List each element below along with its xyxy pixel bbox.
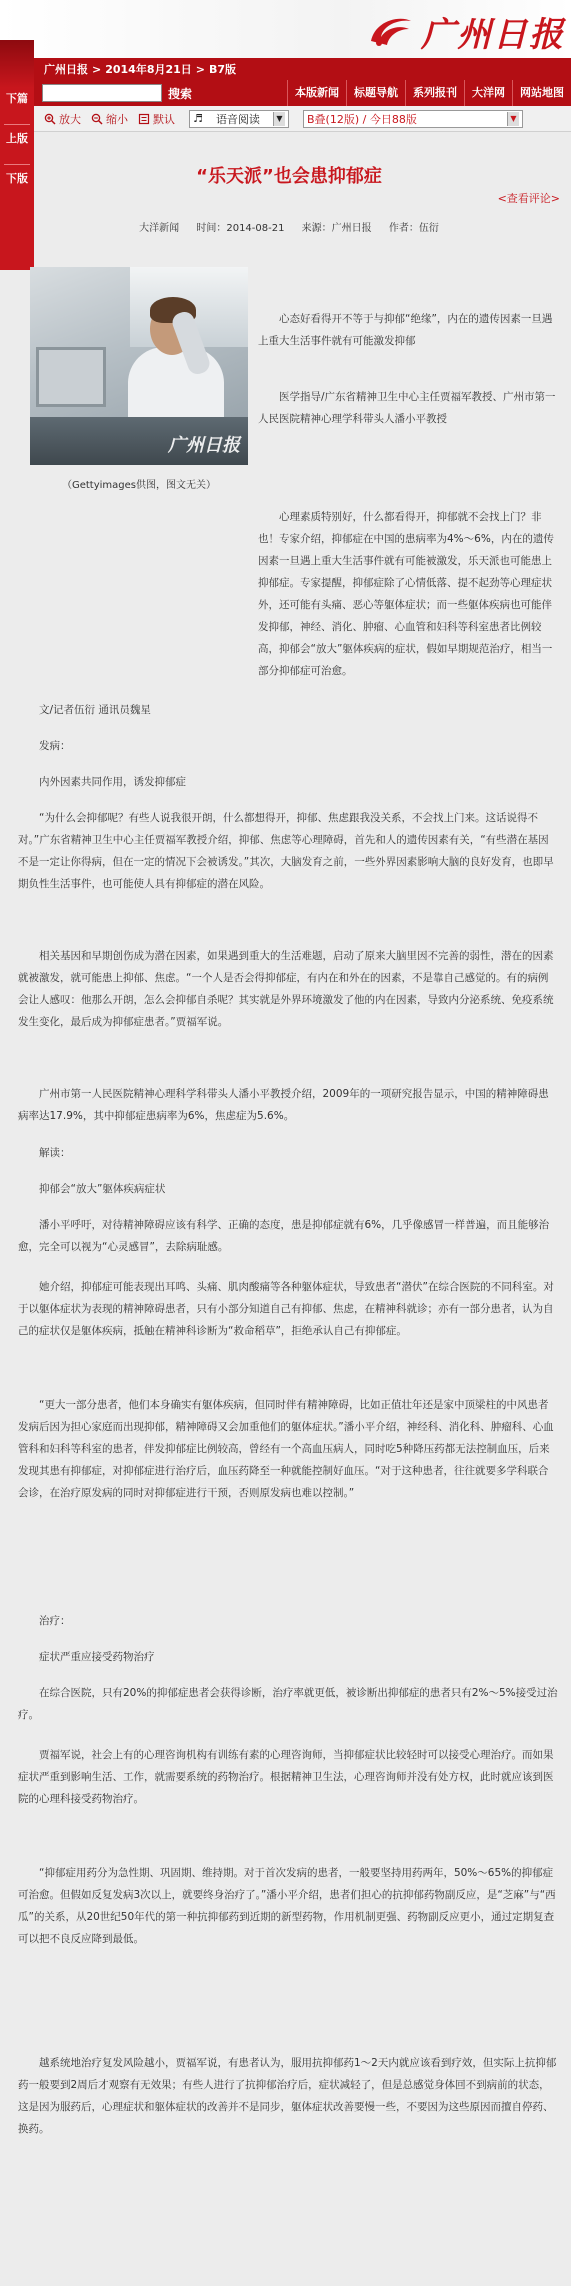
meta-origin: 来源：广州日报 xyxy=(301,223,372,234)
zoom-out-icon xyxy=(91,113,103,125)
article-paragraph-3 xyxy=(18,506,558,682)
view-comments-link[interactable]: <查看评论> xyxy=(497,192,560,205)
article-paragraph-7: 潘小平呼吁，对待精神障碍应该有科学、正确的态度，患是抑郁症就有6%，几乎像感冒一样普遍，而且能够治愈，完全可以视为“心灵感冒”，去除病耻感。 xyxy=(18,1219,550,1253)
photo-monitor xyxy=(36,347,106,407)
zoom-in-label: 放大 xyxy=(59,112,81,126)
article-paragraph-10: 在综合医院，只有20%的抑郁症患者会获得诊断，治疗率就更低，被诊断出抑郁症的患者只有2%～5%接受过治疗。 xyxy=(18,1687,558,1721)
default-size-icon xyxy=(138,113,150,125)
article-headline: “乐天派”也会患抑郁症 xyxy=(196,166,382,187)
chevron-down-icon: ▼ xyxy=(273,112,285,126)
reading-toolbar xyxy=(34,106,571,132)
page-select-value: B叠(12版) / 今日88版 xyxy=(307,112,417,126)
prev-article-link[interactable] xyxy=(0,92,34,105)
crumb-paper[interactable]: 广州日报 xyxy=(44,63,88,76)
nav-link-dayoo[interactable]: 大洋网 xyxy=(464,80,512,106)
meta-time: 时间：2014-08-21 xyxy=(196,223,285,234)
top-nav-links xyxy=(287,80,571,106)
photo-watermark: 广州日报 xyxy=(168,435,240,456)
crumb-page[interactable]: B7版 xyxy=(209,63,237,76)
crumb-separator-icon: > xyxy=(92,62,102,76)
crumb-date[interactable]: 2014年8月21日 xyxy=(105,63,192,76)
prev-article-label: 下篇 xyxy=(6,92,28,105)
article-paragraph-11: 贾福军说，社会上有的心理咨询机构有训练有素的心理咨询师，当抑郁症状比较轻时可以接受心理治疗。而如果症状严重到影响生活、工作，就需要系统的药物治疗。根据精神卫生法，心理咨询师并没有处方权，此时就应该到医院的心理科接受药物治疗。 xyxy=(18,1749,554,1805)
chevron-down-icon: ▼ xyxy=(507,112,519,126)
section-heading-interpretation: 解读： xyxy=(39,1147,71,1159)
search-input[interactable] xyxy=(42,84,162,102)
newspaper-logo[interactable] xyxy=(335,8,565,54)
article-photo xyxy=(30,267,248,465)
logo-title: 广州日报 xyxy=(421,14,565,55)
side-divider xyxy=(4,124,30,125)
article-paragraph-4: “为什么会抑郁呢？有些人说我很开朗，什么都想得开，抑郁、焦虑跟我没关系，不会找上门来。这话说得不对。”广东省精神卫生中心主任贾福军教授介绍，抑郁、焦虑等心理障碍，首先和人的遗传因素有关，“有些潜在基因不是一定让你得病，但在一定的情况下会被诱发。”其次，大脑发育之前，一些外界因素影响大脑的良好发育，也即早期负性生活事件，也可能使人具有抑郁症的潜在风险。 xyxy=(18,812,554,890)
article-paragraph-13: 越系统地治疗复发风险越小，贾福军说，有患者认为，服用抗抑郁药1～2天内就应该看到疗效，但实际上抗抑郁药一般要到2周后才观察有无效果；有些人进行了抗抑郁治疗后，症状减轻了，但是总感觉身体回不到病前的状态，这是因为服药后，心理症状和躯体症状的改善并不是同步，躯体症状改善要慢一些，不要因为这些原因而擅自停药、换药。 xyxy=(18,2057,557,2135)
logo-swirl-icon xyxy=(365,11,417,51)
article-paragraph-9: “更大一部分患者，他们本身确实有躯体疾病，但同时伴有精神障碍，比如正值壮年还是家中顶梁柱的中风患者发病后因为担心家庭而出现抑郁，精神障碍又会加重他们的躯体症状。”潘小平介绍，神经科、消化科、肿瘤科、心血管科和妇科等科室的患者，伴发抑郁症比例较高，曾经有一个高血压病人，同时吃5种降压药都无法控制血压，后来发现其患有抑郁症，对抑郁症进行治疗后，血压药降至一种就能控制好血压。“对于这种患者，往往就要多学科联合会诊，在治疗原发病的同时对抑郁症进行干预，否则原发病也难以控制。” xyxy=(18,1399,554,1499)
nav-link-this-page[interactable]: 本版新闻 xyxy=(287,80,346,106)
meta-source: 大洋新闻 xyxy=(139,223,180,234)
article xyxy=(18,132,560,2282)
section-heading-onset: 发病： xyxy=(39,740,71,752)
crumb-separator-icon: > xyxy=(195,62,206,76)
voice-reading-select[interactable] xyxy=(189,110,289,128)
section-subheading-interpretation: 抑郁会“放大”躯体疾病症状 xyxy=(39,1183,166,1195)
meta-author: 作者：伍衍 xyxy=(388,223,439,234)
zoom-out-label: 缩小 xyxy=(106,112,128,126)
section-heading-treatment: 治疗： xyxy=(39,1615,71,1627)
section-subheading-treatment: 症状严重应接受药物治疗 xyxy=(39,1651,155,1663)
voice-reading-value: 语音阅读 xyxy=(215,112,260,126)
article-paragraph-1: 心态好看得开不等于与抑郁“绝缘”，内在的遗传因素一旦遇上重大生活事件就有可能激发抑郁 xyxy=(258,313,553,347)
article-paragraph-8: 她介绍，抑郁症可能表现出耳鸣、头痛、肌肉酸痛等各种躯体症状，导致患者“潜伏”在综合医院的不同科室。对于以躯体症状为表现的精神障碍患者，只有小部分知道自己有抑郁、焦虑，在精神科就诊；亦有一部分患者，认为自己的症状仅是躯体疾病，抵触在精神科诊断为“救命稻草”，拒绝承认自己有抑郁症。 xyxy=(18,1281,554,1337)
article-meta xyxy=(18,219,560,234)
speaker-icon: ♬ xyxy=(193,112,203,125)
zoom-in-icon xyxy=(44,113,56,125)
next-page-label: 下版 xyxy=(6,172,28,185)
article-paragraph-2: 医学指导/广东省精神卫生中心主任贾福军教授、广州市第一人民医院精神心理学科带头人潘小平教授 xyxy=(258,391,556,425)
zoom-out-button[interactable] xyxy=(91,111,128,127)
article-paragraph-6: 广州市第一人民医院精神心理科学科带头人潘小平教授介绍，2009年的一项研究报告显示，中国的精神障碍患病率达17.9%，其中抑郁症患病率为6%，焦虑症为5.6%。 xyxy=(18,1088,549,1122)
side-tab-cap xyxy=(0,40,34,88)
masthead xyxy=(0,0,571,130)
edition-breadcrumb xyxy=(34,58,571,80)
nav-link-series[interactable]: 系列报刊 xyxy=(405,80,464,106)
article-paragraph-5: 相关基因和早期创伤成为潜在因素，如果遇到重大的生活难题，启动了原来大脑里因不完善的弱性，潜在的因素就被激发，就可能患上抑郁、焦虑。“一个人是否会得抑郁症，有内在和外在的因素，不是靠自己感觉的。有的病例会让人感叹：他那么开朗，怎么会抑郁自杀呢？其实就是外界环境激发了他的内在因素，导致内分泌系统、免疫系统发生变化，最后成为抑郁症患者。”贾福军说。 xyxy=(18,950,554,1028)
default-size-label: 默认 xyxy=(153,112,175,126)
search-bar xyxy=(34,80,571,106)
page-select[interactable] xyxy=(303,110,523,128)
nav-link-headlines[interactable]: 标题导航 xyxy=(346,80,405,106)
article-paragraph-12: “抑郁症用药分为急性期、巩固期、维持期。对于首次发病的患者，一般要坚持用药两年，50%～65%的抑郁症可治愈。但假如反复发病3次以上，就要终身治疗了。”潘小平介绍，患者们担心的抗抑郁药物副反应，是“芝麻”与“西瓜”的关系，从20世纪50年代的第一种抗抑郁药到近期的新型药物，作用机制更强、药物副反应更小，通过定期复查可以把不良反应降到最低。 xyxy=(18,1867,556,1945)
default-size-button[interactable] xyxy=(138,111,175,127)
zoom-in-button[interactable] xyxy=(44,111,81,127)
prev-page-label: 上版 xyxy=(6,132,28,145)
paragraph-3-text: 心理素质特别好，什么都看得开，抑郁就不会找上门？非也！专家介绍，抑郁症在中国的患病率为4%～6%，内在的遗传因素一旦遇上重大生活事件就有可能被激发，乐天派也可能患上抑郁症。专家提醒，抑郁症除了心情低落、提不起劲等心理症状外，还可能有头痛、恶心等躯体症状；而一些躯体疾病也可能伴发抑郁，神经、消化、肿瘤、心血管和妇科等科室患者比例较高，抑郁会“放大”躯体疾病的症状，假如早期规范治疗，相当一部分抑郁症可治愈。 xyxy=(258,511,554,677)
photo-caption: （Gettyimages供图，图文无关） xyxy=(61,480,217,491)
search-button[interactable]: 搜索 xyxy=(168,86,193,101)
article-byline: 文/记者伍衍 通讯员魏星 xyxy=(39,704,151,716)
nav-link-sitemap[interactable]: 网站地图 xyxy=(512,80,571,106)
section-subheading-onset: 内外因素共同作用，诱发抑郁症 xyxy=(39,776,186,788)
